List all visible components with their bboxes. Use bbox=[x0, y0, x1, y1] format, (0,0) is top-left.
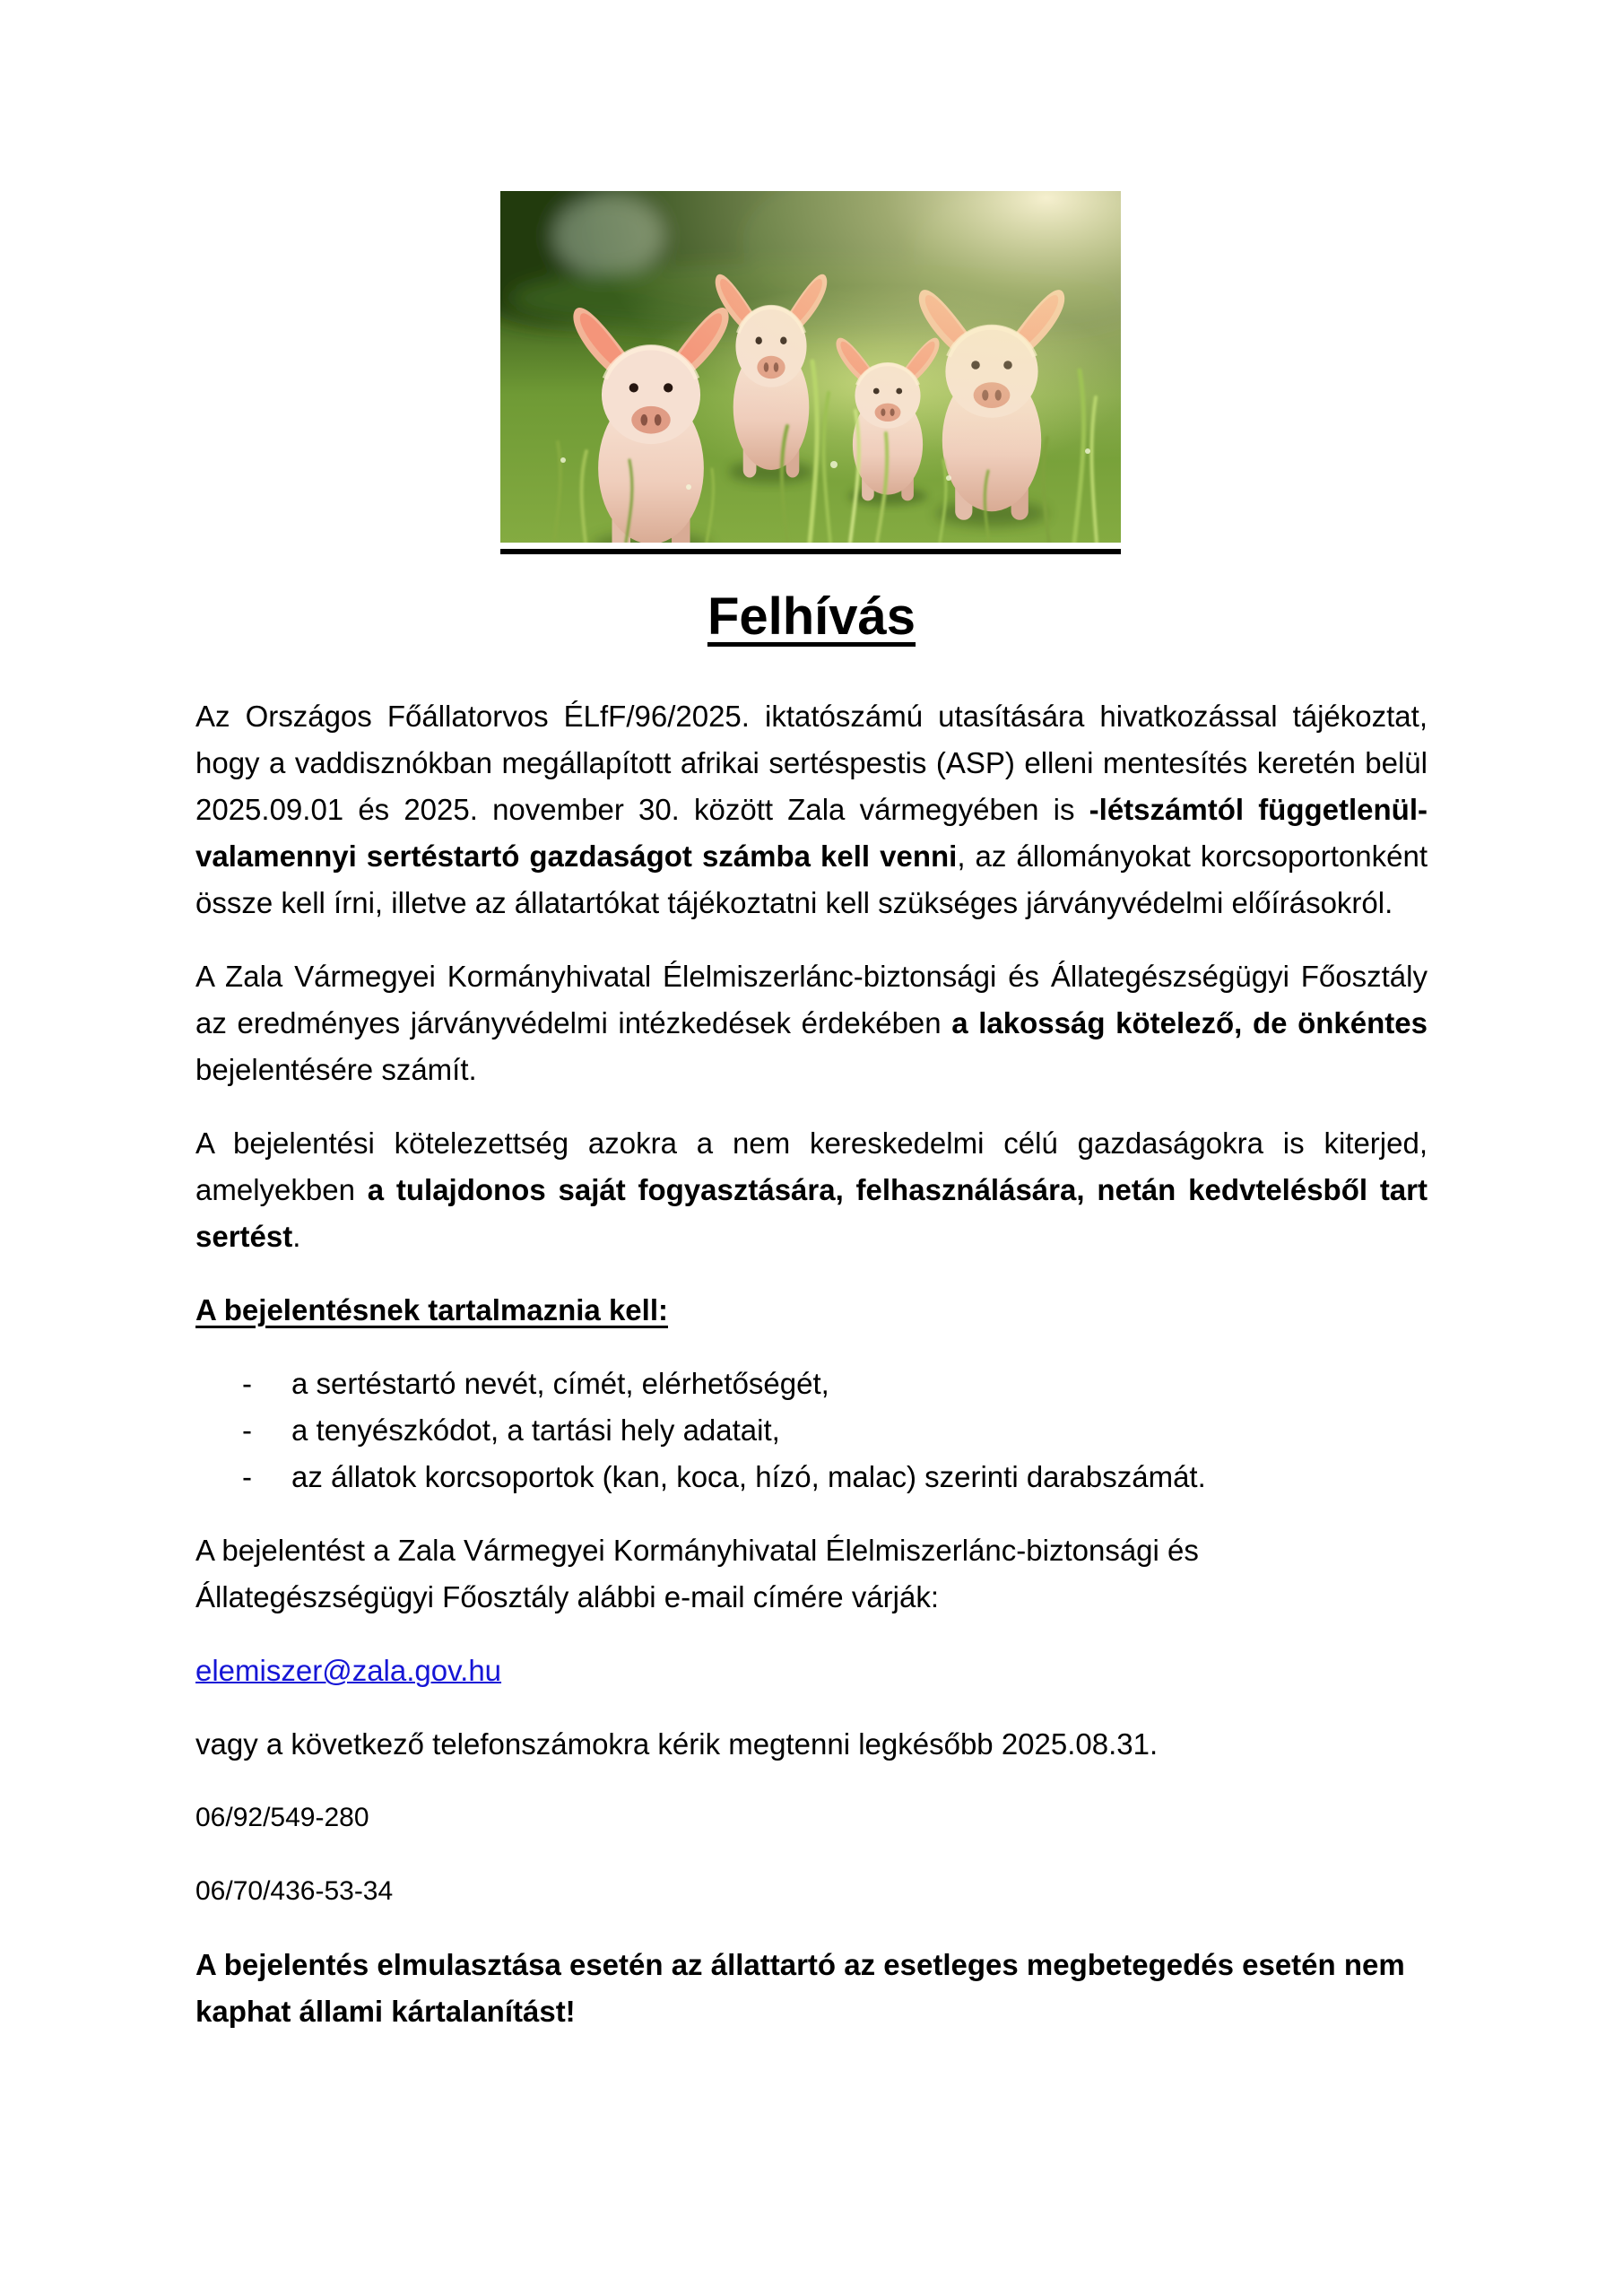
page-title bbox=[0, 585, 1623, 649]
list-item bbox=[195, 1361, 1428, 1407]
phone-number-1: 06/92/549-280 bbox=[195, 1803, 369, 1832]
page-title-text: Felhívás bbox=[707, 587, 916, 646]
piglets-photo bbox=[500, 191, 1121, 543]
paragraph-warning: A bejelentés elmulasztása esetén az állattartó az esetleges megbetegedés esetén nem kaphat állami kártalanítást! bbox=[195, 1948, 1405, 2028]
dash-marker: - bbox=[242, 1413, 252, 1447]
paragraph-phone-intro: vagy a következő telefonszámokra kérik megtenni legkésőbb 2025.08.31. bbox=[195, 1727, 1159, 1761]
list-item bbox=[195, 1407, 1428, 1454]
paragraph-intro: Az Országos Főállatorvos ÉLfF/96/2025. iktatószámú utasítására hivatkozással tájékoztat, hogy a vaddisznókban megállapított afrikai sertéspestis (ASP) elleni mentesítés keretén belül 2025.09.01 és 2025. november 30. között Zala vármegyében is -létszámtól függetlenül- valamennyi sertéstartó gazdaságot számba kell venni, az állományokat korcsoportonként össze kell írni, illetve az állatartókat tájékoztatni kell szükséges járványvédelmi előírásokról. bbox=[195, 700, 1428, 919]
figure-block bbox=[500, 191, 1121, 554]
email-link[interactable]: elemiszer@zala.gov.hu bbox=[195, 1654, 502, 1687]
list-item-text: a tenyészkódot, a tartási hely adatait, bbox=[291, 1413, 780, 1447]
photo-divider-line bbox=[500, 549, 1121, 554]
dash-marker: - bbox=[242, 1460, 252, 1493]
paragraph-authority: A Zala Vármegyei Kormányhivatal Élelmiszerlánc-biztonsági és Állategészségügyi Főosztály az eredményes járványvédelmi intézkedések érdekében a lakosság kötelező, de önkéntes bejelentésére számít. bbox=[195, 960, 1428, 1086]
email-paragraph bbox=[195, 1648, 1428, 1694]
list-item bbox=[195, 1454, 1428, 1500]
paragraph-contact: A bejelentést a Zala Vármegyei Kormányhivatal Élelmiszerlánc-biztonsági és Állategészségügyi Főosztály alábbi e-mail címére várják: bbox=[195, 1534, 1199, 1613]
list-item-text: a sertéstartó nevét, címét, elérhetőségét, bbox=[291, 1367, 829, 1400]
phone-number-2: 06/70/436-53-34 bbox=[195, 1876, 394, 1906]
checklist-heading: A bejelentésnek tartalmaznia kell: bbox=[195, 1293, 668, 1326]
list-item-text: az állatok korcsoportok (kan, koca, hízó, malac) szerinti darabszámát. bbox=[291, 1460, 1206, 1493]
dash-marker: - bbox=[242, 1367, 252, 1400]
piglets-photo-illustration bbox=[500, 191, 1121, 543]
checklist bbox=[195, 1361, 1428, 1500]
document-body bbox=[195, 693, 1428, 2062]
paragraph-obligation: A bejelentési kötelezettség azokra a nem kereskedelmi célú gazdaságokra is kiterjed, amelyekben a tulajdonos saját fogyasztására, felhasználására, netán kedvtelésből tart sertést. bbox=[195, 1126, 1428, 1253]
